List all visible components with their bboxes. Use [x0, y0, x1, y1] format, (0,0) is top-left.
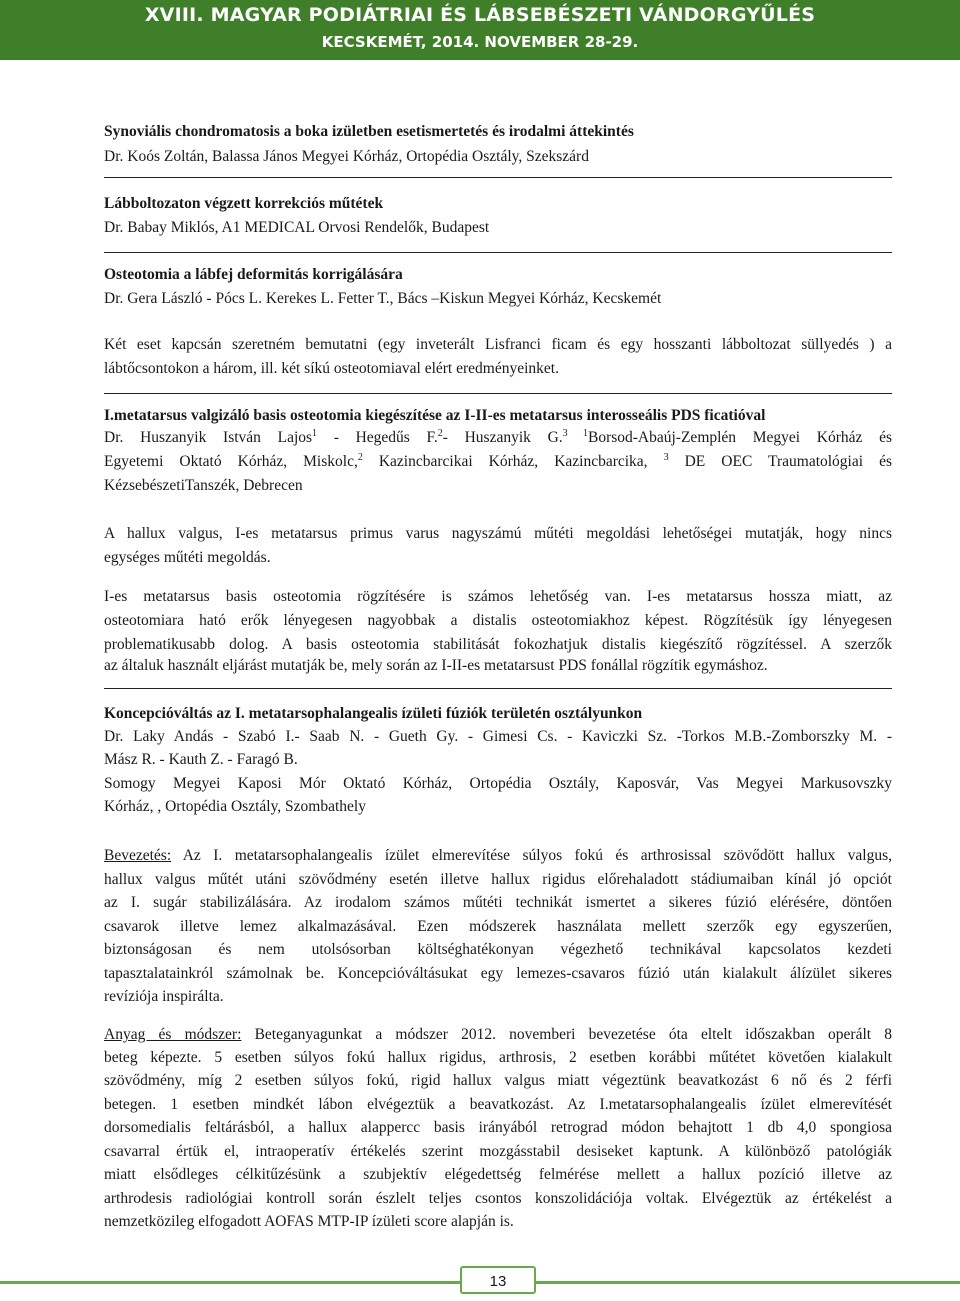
methods-line: szövődmény, míg 2 esetben súlyos fokú, rigid hallux valgus miatt végeztünk beavatkozást 6 nő és 2 férfi: [104, 1072, 892, 1089]
divider: [104, 177, 892, 178]
abstract3-body-line: Két eset kapcsán szeretném bemutatni (egy inveterált Lisfranci ficam és egy hosszanti lábboltozat süllyedés ) a: [104, 336, 892, 353]
intro-line: hallux valgus műtét utáni szövődmény esetén illetve hallux rigidus előrehaladott stádiumaiban kínál jó opciót: [104, 871, 892, 888]
abstract4-paragraph-line: egységes műtéti megoldás.: [104, 549, 271, 566]
methods-line: beteg képezte. 5 esetben súlyos fokú hallux rigidus, arthrosis, 2 esetben korábbi műtétet követően kialakult: [104, 1049, 892, 1066]
footer-line-left: [0, 1281, 460, 1284]
intro-line: revíziója inspirálta.: [104, 988, 224, 1005]
intro-line: tapasztalatainkról számolnak be. Koncepcióváltásukat egy lemezes-csavaros fúzió után kialakult álízület sikeres: [104, 965, 892, 982]
abstract4-paragraph-line: problematikusabb dolog. A basis osteotomia stabilitását fokozhatjuk distalis kiegészítő rögzítéssel. A szerzők: [104, 636, 892, 653]
abstract4-affiliation: KézsebészetiTanszék, Debrecen: [104, 477, 303, 494]
abstract4-paragraph-line: I-es metatarsus basis osteotomia rögzítésére is számos lehetőség van. I-es metatarsus hossza miatt, az: [104, 588, 892, 605]
methods-line: miatt elsődleges célkitűzésünk a szubjektív elégedettség felmérése mellett a hallux pozíció illetve az: [104, 1166, 892, 1183]
conference-date: KECSKEMÉT, 2014. NOVEMBER 28-29.: [321, 33, 639, 51]
conference-header: [0, 0, 960, 60]
abstract1-title: Synoviális chondromatosis a boka izületben esetismertetés és irodalmi áttekintés: [104, 123, 634, 140]
abstract3-title: Osteotomia a lábfej deformitás korrigálására: [104, 266, 403, 283]
methods-label: Anyag és módszer:: [104, 1026, 242, 1043]
methods-line: betegen. 1 esetben mindkét lábon elvégeztük a beavatkozást. Az I.metatarsophalangealis ízület elmerevítését: [104, 1096, 892, 1113]
abstract4-authors: Dr. Huszanyik István Lajos$^1$ - Hegedűs F.$^2$- Huszanyik G.$^{3 1}$Borsod-Abaúj-Zemplén Megyei Kórház és: [104, 428, 892, 446]
intro-line: az I. sugár stabilizálására. Az irodalom számos műtéti technikát ismertet a sikeres fúzió elérésére, döntően: [104, 894, 892, 911]
abstract2-title: Lábboltozaton végzett korrekciós műtétek: [104, 195, 384, 212]
methods-line: arthrodesis radiológiai kontroll során észlelt teljes csontos konszolidációja voltak. Elvégeztük az értékelést a: [104, 1190, 892, 1207]
conference-title: XVIII. MAGYAR PODIÁTRIAI ÉS LÁBSEBÉSZETI VÁNDORGYŰLÉS: [144, 4, 816, 26]
divider: [104, 393, 892, 394]
abstract5-affiliation: Kórház, , Ortopédia Osztály, Szombathely: [104, 798, 366, 815]
abstract4-paragraph-line: az általuk használt eljárást mutatják be, mely során az I-II-es metatarsust PDS fonállal rögzítik egymáshoz.: [104, 657, 768, 674]
abstract4-affiliation: Egyetemi Oktató Kórház, Miskolc,$^2$ Kazincbarcikai Kórház, Kazincbarcika, $^3$ DE OEC Traumatológiai és: [104, 452, 892, 470]
intro-label: Bevezetés:: [104, 847, 172, 864]
abstract5-authors: Mász R. - Kauth Z. - Faragó B.: [104, 751, 298, 768]
abstract4-title: I.metatarsus valgizáló basis osteotomia kiegészítése az I-II-es metatarsus interosseális PDS ficatióval: [104, 407, 766, 424]
abstract5-authors: Dr. Laky Andás - Szabó I.- Saab N. - Gueth Gy. - Gimesi Cs. - Kaviczki Sz. -Torkos M.B.-Zomborszky M. -: [104, 728, 892, 745]
abstract1-authors: Dr. Koós Zoltán, Balassa János Megyei Kórház, Ortopédia Osztály, Szekszárd: [104, 148, 589, 165]
abstract4-paragraph-line: A hallux valgus, I-es metatarsus primus varus nagyszámú műtéti megoldási lehetőségei mutatják, hogy nincs: [104, 525, 892, 542]
divider: [104, 252, 892, 253]
divider: [104, 688, 892, 689]
abstract3-authors: Dr. Gera László - Pócs L. Kerekes L. Fetter T., Bács –Kiskun Megyei Kórház, Kecskemét: [104, 290, 662, 307]
intro-line: Bevezetés: Az I. metatarsophalangealis ízület elmerevítése súlyos fokú és arthrosissal szövődött hallux valgus,: [104, 847, 892, 864]
methods-line: dorsomedialis feltárásból, a hallux alappercc basis irányából retrograd módon behajtott 1 db 4,0 spongiosa: [104, 1119, 892, 1136]
page-number: 13: [460, 1266, 536, 1294]
abstract5-affiliation: Somogy Megyei Kaposi Mór Oktató Kórház, Ortopédia Osztály, Kaposvár, Vas Megyei Markusovszky: [104, 775, 892, 792]
methods-line: csavarral értük el, intraoperatív értékelés szerint mozgásstabil desiseket kaptunk. A különböző patológiák: [104, 1143, 892, 1160]
intro-line: csavarok illetve lemez alkalmazásával. Ezen módszerek használata mellett szerzők egy egyszerűen,: [104, 918, 892, 935]
intro-line: biztonságosan és nem utolsósorban költséghatékonyan végezhető technikával kapcsolatos kezdeti: [104, 941, 892, 958]
methods-line: Anyag és módszer: Beteganyagunkat a módszer 2012. novemberi bevezetése óta eltelt időszakban operált 8: [104, 1026, 892, 1043]
methods-line: nemzetközileg elfogadott AOFAS MTP-IP ízületi score alapján is.: [104, 1213, 514, 1230]
abstract2-authors: Dr. Babay Miklós, A1 MEDICAL Orvosi Rendelők, Budapest: [104, 219, 490, 236]
abstract3-body-line: lábtőcsontokon a három, ill. két síkú osteotomiaval elért eredményeinket.: [104, 360, 559, 377]
footer-line-right: [536, 1281, 960, 1284]
abstract4-paragraph-line: osteotomiara ható erők lényegesen nagyobbak a distalis osteotomiakhoz képest. Rögzítésük így lényegesen: [104, 612, 892, 629]
abstract5-title: Koncepcióváltás az I. metatarsophalangealis ízületi fúziók területén osztályunkon: [104, 705, 643, 722]
